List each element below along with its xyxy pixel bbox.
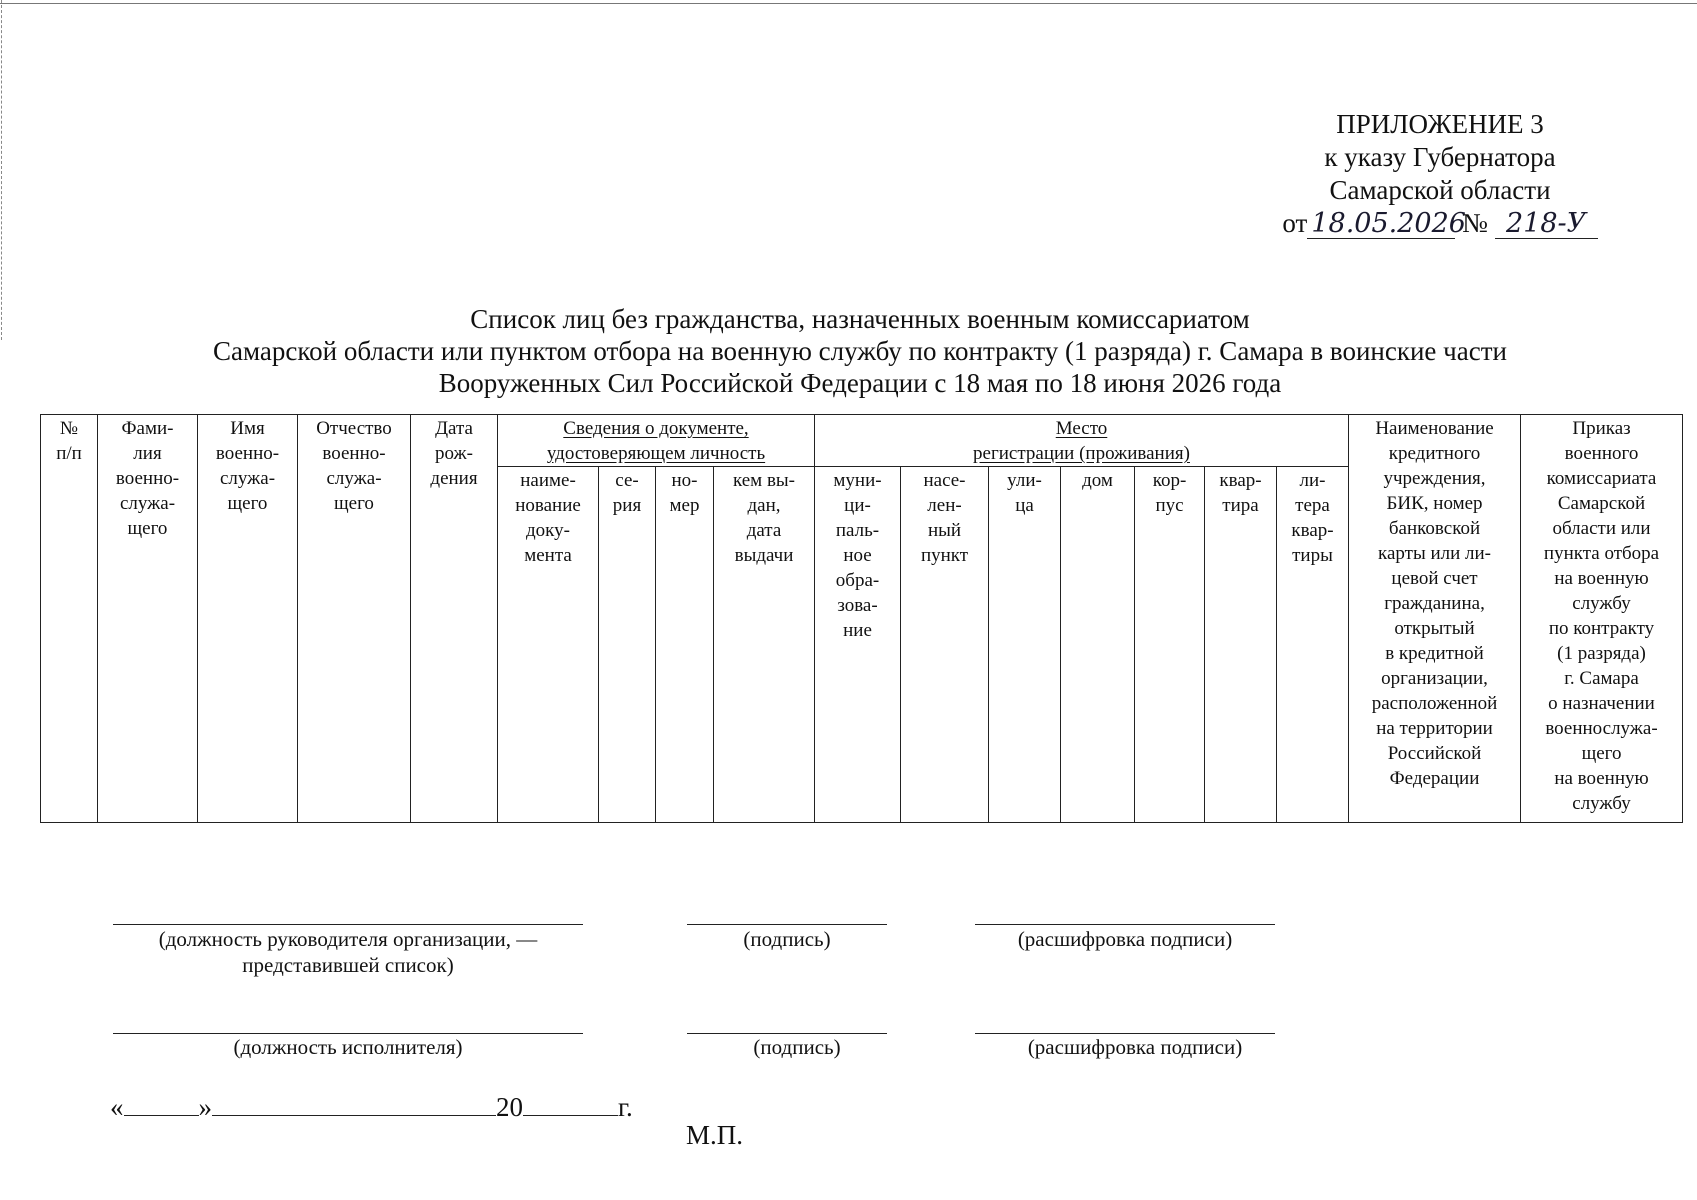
day-blank bbox=[124, 1091, 199, 1116]
header-order: Приказ военного комиссариата Самарской области или пункта отбора на военную службу по контракту (1 разряда) г. Самара о назначении военнослужа- щего на военную службу bbox=[1521, 415, 1683, 823]
head-position-caption: (должность руководителя организации, — представившей список) bbox=[158, 927, 538, 977]
header-doc-series: се- рия bbox=[599, 467, 656, 823]
header-house: дом bbox=[1061, 467, 1135, 823]
header-surname: Фами- лия военно- служа- щего bbox=[98, 415, 198, 823]
number-label: № bbox=[1462, 208, 1488, 238]
head-position-line bbox=[113, 924, 583, 925]
header-doc-issued: кем вы- дан, дата выдачи bbox=[714, 467, 815, 823]
title-line-3: Вооруженных Сил Российской Федерации с 18 мая по 18 июня 2026 года bbox=[438, 368, 1282, 398]
month-blank bbox=[212, 1091, 496, 1116]
appendix-header bbox=[1280, 108, 1600, 240]
appendix-ref-line: к указу Губернатора bbox=[1324, 142, 1556, 172]
handwritten-number: 218-У bbox=[1495, 210, 1598, 239]
header-doc-name: наиме- нование доку- мента bbox=[498, 467, 599, 823]
header-group-document: Сведения о документе, удостоверяющем личность bbox=[498, 415, 815, 467]
date-row bbox=[110, 1090, 633, 1124]
appendix-title: ПРИЛОЖЕНИЕ 3 bbox=[1336, 109, 1544, 139]
date-close-quote: » bbox=[198, 1092, 212, 1122]
header-name: Имя военно- служа- щего bbox=[198, 415, 298, 823]
handwritten-date: 18.05.2026 bbox=[1307, 210, 1455, 239]
header-municipality: муни- ци- паль- ное обра- зова- ние bbox=[815, 467, 901, 823]
table-header-row-1 bbox=[41, 415, 1683, 467]
header-group-address: Место регистрации (проживания) bbox=[815, 415, 1349, 467]
from-label: от bbox=[1282, 208, 1308, 238]
appendix-region-line: Самарской области bbox=[1329, 175, 1551, 205]
title-line-2: Самарской области или пунктом отбора на военную службу по контракту (1 разряда) г. Самара в воинские части bbox=[213, 336, 1507, 366]
year-prefix: 20 bbox=[496, 1092, 523, 1122]
top-border-line bbox=[0, 3, 1697, 4]
year-suffix: г. bbox=[618, 1092, 633, 1122]
header-doc-number: но- мер bbox=[656, 467, 714, 823]
header-building: кор- пус bbox=[1135, 467, 1205, 823]
header-apartment-letter: ли- тера квар- тиры bbox=[1277, 467, 1349, 823]
registry-table bbox=[40, 414, 1683, 823]
header-street: ули- ца bbox=[989, 467, 1061, 823]
header-settlement: насе- лен- ный пункт bbox=[901, 467, 989, 823]
stamp-place-label: М.П. bbox=[686, 1120, 744, 1150]
header-bank-details: Наименование кредитного учреждения, БИК, номер банковской карты или ли- цевой счет гражданина, открытый в кредитной организации, расположенной на территории Российской Федерации bbox=[1349, 415, 1521, 823]
decode-line-1 bbox=[975, 924, 1275, 925]
signature-line-1 bbox=[687, 924, 887, 925]
signature-caption-2: (подпись) bbox=[753, 1035, 841, 1059]
executor-position-caption: (должность исполнителя) bbox=[233, 1035, 463, 1059]
header-number: № п/п bbox=[41, 415, 98, 823]
left-border-line bbox=[1, 0, 2, 340]
title-line-1: Список лиц без гражданства, назначенных военным комиссариатом bbox=[470, 304, 1250, 334]
header-patronymic: Отчество военно- служа- щего bbox=[298, 415, 411, 823]
document-title bbox=[40, 303, 1680, 399]
appendix-date-number-line bbox=[1280, 207, 1600, 240]
decode-caption-1: (расшифровка подписи) bbox=[1017, 927, 1233, 951]
header-apartment: квар- тира bbox=[1205, 467, 1277, 823]
date-open-quote: « bbox=[110, 1092, 124, 1122]
year-blank bbox=[523, 1091, 618, 1116]
decode-caption-2: (расшифровка подписи) bbox=[1027, 1035, 1243, 1059]
header-birthdate: Дата рож- дения bbox=[411, 415, 498, 823]
signature-caption-1: (подпись) bbox=[743, 927, 831, 951]
